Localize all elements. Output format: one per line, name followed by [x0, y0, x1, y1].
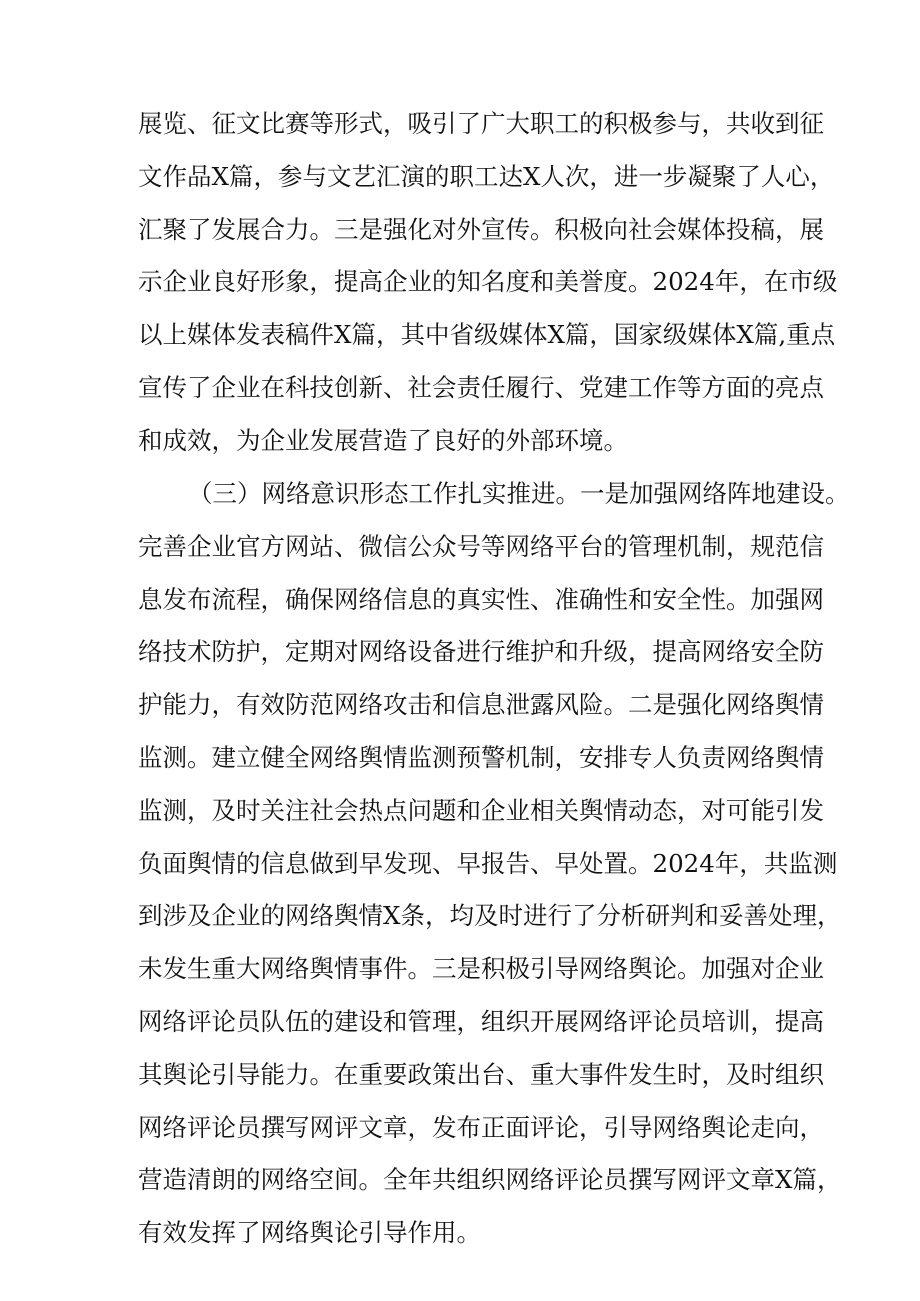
paragraph-line: 负面舆情的信息做到早发现、早报告、早处置。2024年，共监测 — [138, 848, 838, 878]
paragraph-line: 和成效，为企业发展营造了良好的外部环境。 — [138, 425, 628, 455]
paragraph-network-ideology — [138, 468, 850, 1260]
paragraph-line: 监测。建立健全网络舆情监测预警机制，安排专人负责网络舆情 — [138, 742, 824, 772]
paragraph-line: 有效发挥了网络舆论引导作用。 — [138, 1218, 481, 1248]
paragraph-line: 其舆论引导能力。在重要政策出台、重大事件发生时，及时组织 — [138, 1059, 824, 1089]
paragraph-line: 示企业良好形象，提高企业的知名度和美誉度。2024年，在市级 — [138, 267, 838, 297]
paragraph-line: 未发生重大网络舆情事件。三是积极引导网络舆论。加强对企业 — [138, 954, 824, 984]
paragraph-line: 完善企业官方网站、微信公众号等网络平台的管理机制，规范信 — [138, 531, 824, 561]
paragraph-line: 营造清朗的网络空间。全年共组织网络评论员撰写网评文章X篇， — [138, 1165, 842, 1195]
paragraph-line: 以上媒体发表稿件X篇，其中省级媒体X篇，国家级媒体X篇,重点 — [138, 320, 836, 350]
paragraph-line: 监测，及时关注社会热点问题和企业相关舆情动态，对可能引发 — [138, 795, 824, 825]
paragraph-line: 络技术防护，定期对网络设备进行维护和升级，提高网络安全防 — [138, 637, 824, 667]
paragraph-line: 网络评论员撰写网评文章，发布正面评论，引导网络舆论走向， — [138, 1112, 824, 1142]
paragraph-line: 息发布流程，确保网络信息的真实性、准确性和安全性。加强网 — [138, 584, 824, 614]
paragraph-line: 到涉及企业的网络舆情X条，均及时进行了分析研判和妥善处理， — [138, 901, 842, 931]
paragraph-line: 展览、征文比赛等形式，吸引了广大职工的积极参与，共收到征 — [138, 109, 824, 138]
paragraph-line: 网络评论员队伍的建设和管理，组织开展网络评论员培训，提高 — [138, 1006, 824, 1036]
paragraph-line: 护能力，有效防范网络攻击和信息泄露风险。二是强化网络舆情 — [138, 690, 824, 720]
paragraph-line: 汇聚了发展合力。三是强化对外宣传。积极向社会媒体投稿，展 — [138, 214, 824, 244]
paragraph-line: 文作品X篇，参与文艺汇演的职工达X人次，进一步凝聚了人心， — [138, 161, 835, 191]
paragraph-line: 宣传了企业在科技创新、社会责任履行、党建工作等方面的亮点 — [138, 372, 824, 402]
paragraph-continued — [138, 98, 838, 468]
section-heading-line: （三）网络意识形态工作扎实推进。一是加强网络阵地建设。 — [188, 479, 850, 508]
